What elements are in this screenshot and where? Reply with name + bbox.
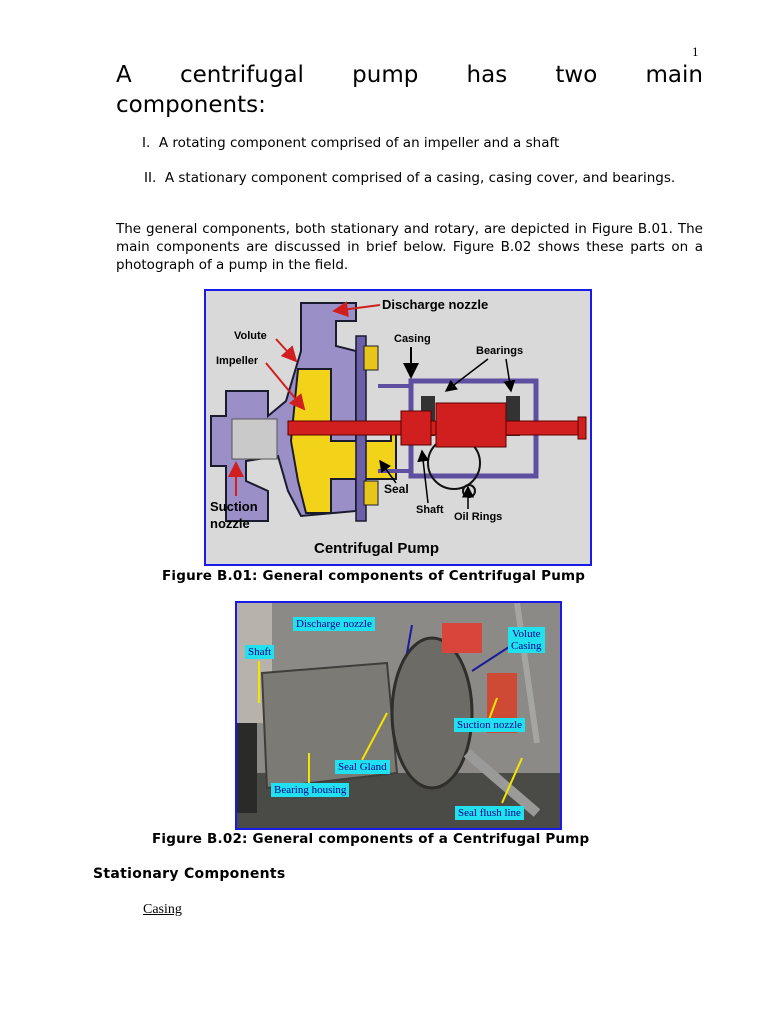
photo-label-casing: Casing: [511, 640, 542, 652]
heading-word: pump: [352, 62, 419, 88]
figure-b02-photo: [235, 601, 562, 830]
list-item: [116, 169, 703, 187]
label-casing: Casing: [394, 333, 431, 345]
label-shaft: Shaft: [416, 504, 444, 516]
heading-word: main: [645, 62, 703, 88]
section-title: Stationary Components: [93, 866, 286, 882]
photo-label-volute: Volute: [512, 628, 541, 640]
label-volute: Volute: [234, 330, 267, 342]
pump-schematic: [206, 291, 590, 564]
figure-b01-caption: Figure B.01: General components of Centrifugal Pump: [162, 568, 586, 584]
photo-label-volute-casing: [508, 627, 545, 653]
figure1-title: Centrifugal Pump: [314, 540, 440, 557]
label-impeller: Impeller: [216, 355, 259, 367]
list-number: II.: [144, 170, 157, 186]
figure-b02-caption: Figure B.02: General components of a Centrifugal Pump: [152, 831, 590, 847]
shaft: [288, 421, 578, 435]
label-bearings: Bearings: [476, 345, 524, 357]
photo-label-seal-flush-line: Seal flush line: [455, 806, 524, 820]
heading-word: has: [466, 62, 508, 88]
page-heading: [116, 60, 703, 120]
label-suction: Suction: [210, 499, 258, 514]
photo-label-shaft: Shaft: [245, 645, 274, 659]
list-text: A rotating component comprised of an impeller and a shaft: [158, 135, 560, 151]
list-text: A stationary component comprised of a casing, casing cover, and bearings.: [164, 170, 676, 186]
photo-label-seal-gland: Seal Gland: [335, 760, 390, 774]
figure-b01-diagram: [204, 289, 592, 566]
heading-line-2: components:: [116, 92, 266, 118]
pump-casing-shape: [392, 638, 472, 788]
list-number: I.: [142, 135, 151, 151]
volute-casing: [211, 303, 356, 521]
heading-word: centrifugal: [179, 62, 304, 88]
label-oil-rings: Oil Rings: [454, 511, 503, 523]
page-number: 1: [692, 44, 699, 59]
heading-word: two: [555, 62, 598, 88]
photo-label-discharge-nozzle: Discharge nozzle: [293, 617, 375, 631]
label-seal: Seal: [384, 482, 409, 496]
heading-word: A: [116, 62, 132, 88]
subsection-title: Casing: [143, 902, 182, 917]
photo-label-suction-nozzle: Suction nozzle: [454, 718, 525, 732]
intro-paragraph: The general components, both stationary and rotary, are depicted in Figure B.01. The main components are discussed in brief below. Figure B.02 shows these parts on a photograph of a pump in the field.: [116, 221, 703, 273]
photo-label-bearing-housing: Bearing housing: [271, 783, 349, 797]
label-nozzle: nozzle: [210, 516, 250, 531]
label-discharge-nozzle: Discharge nozzle: [382, 297, 489, 312]
list-item: [142, 134, 559, 152]
suction-nozzle-bore: [232, 419, 277, 459]
